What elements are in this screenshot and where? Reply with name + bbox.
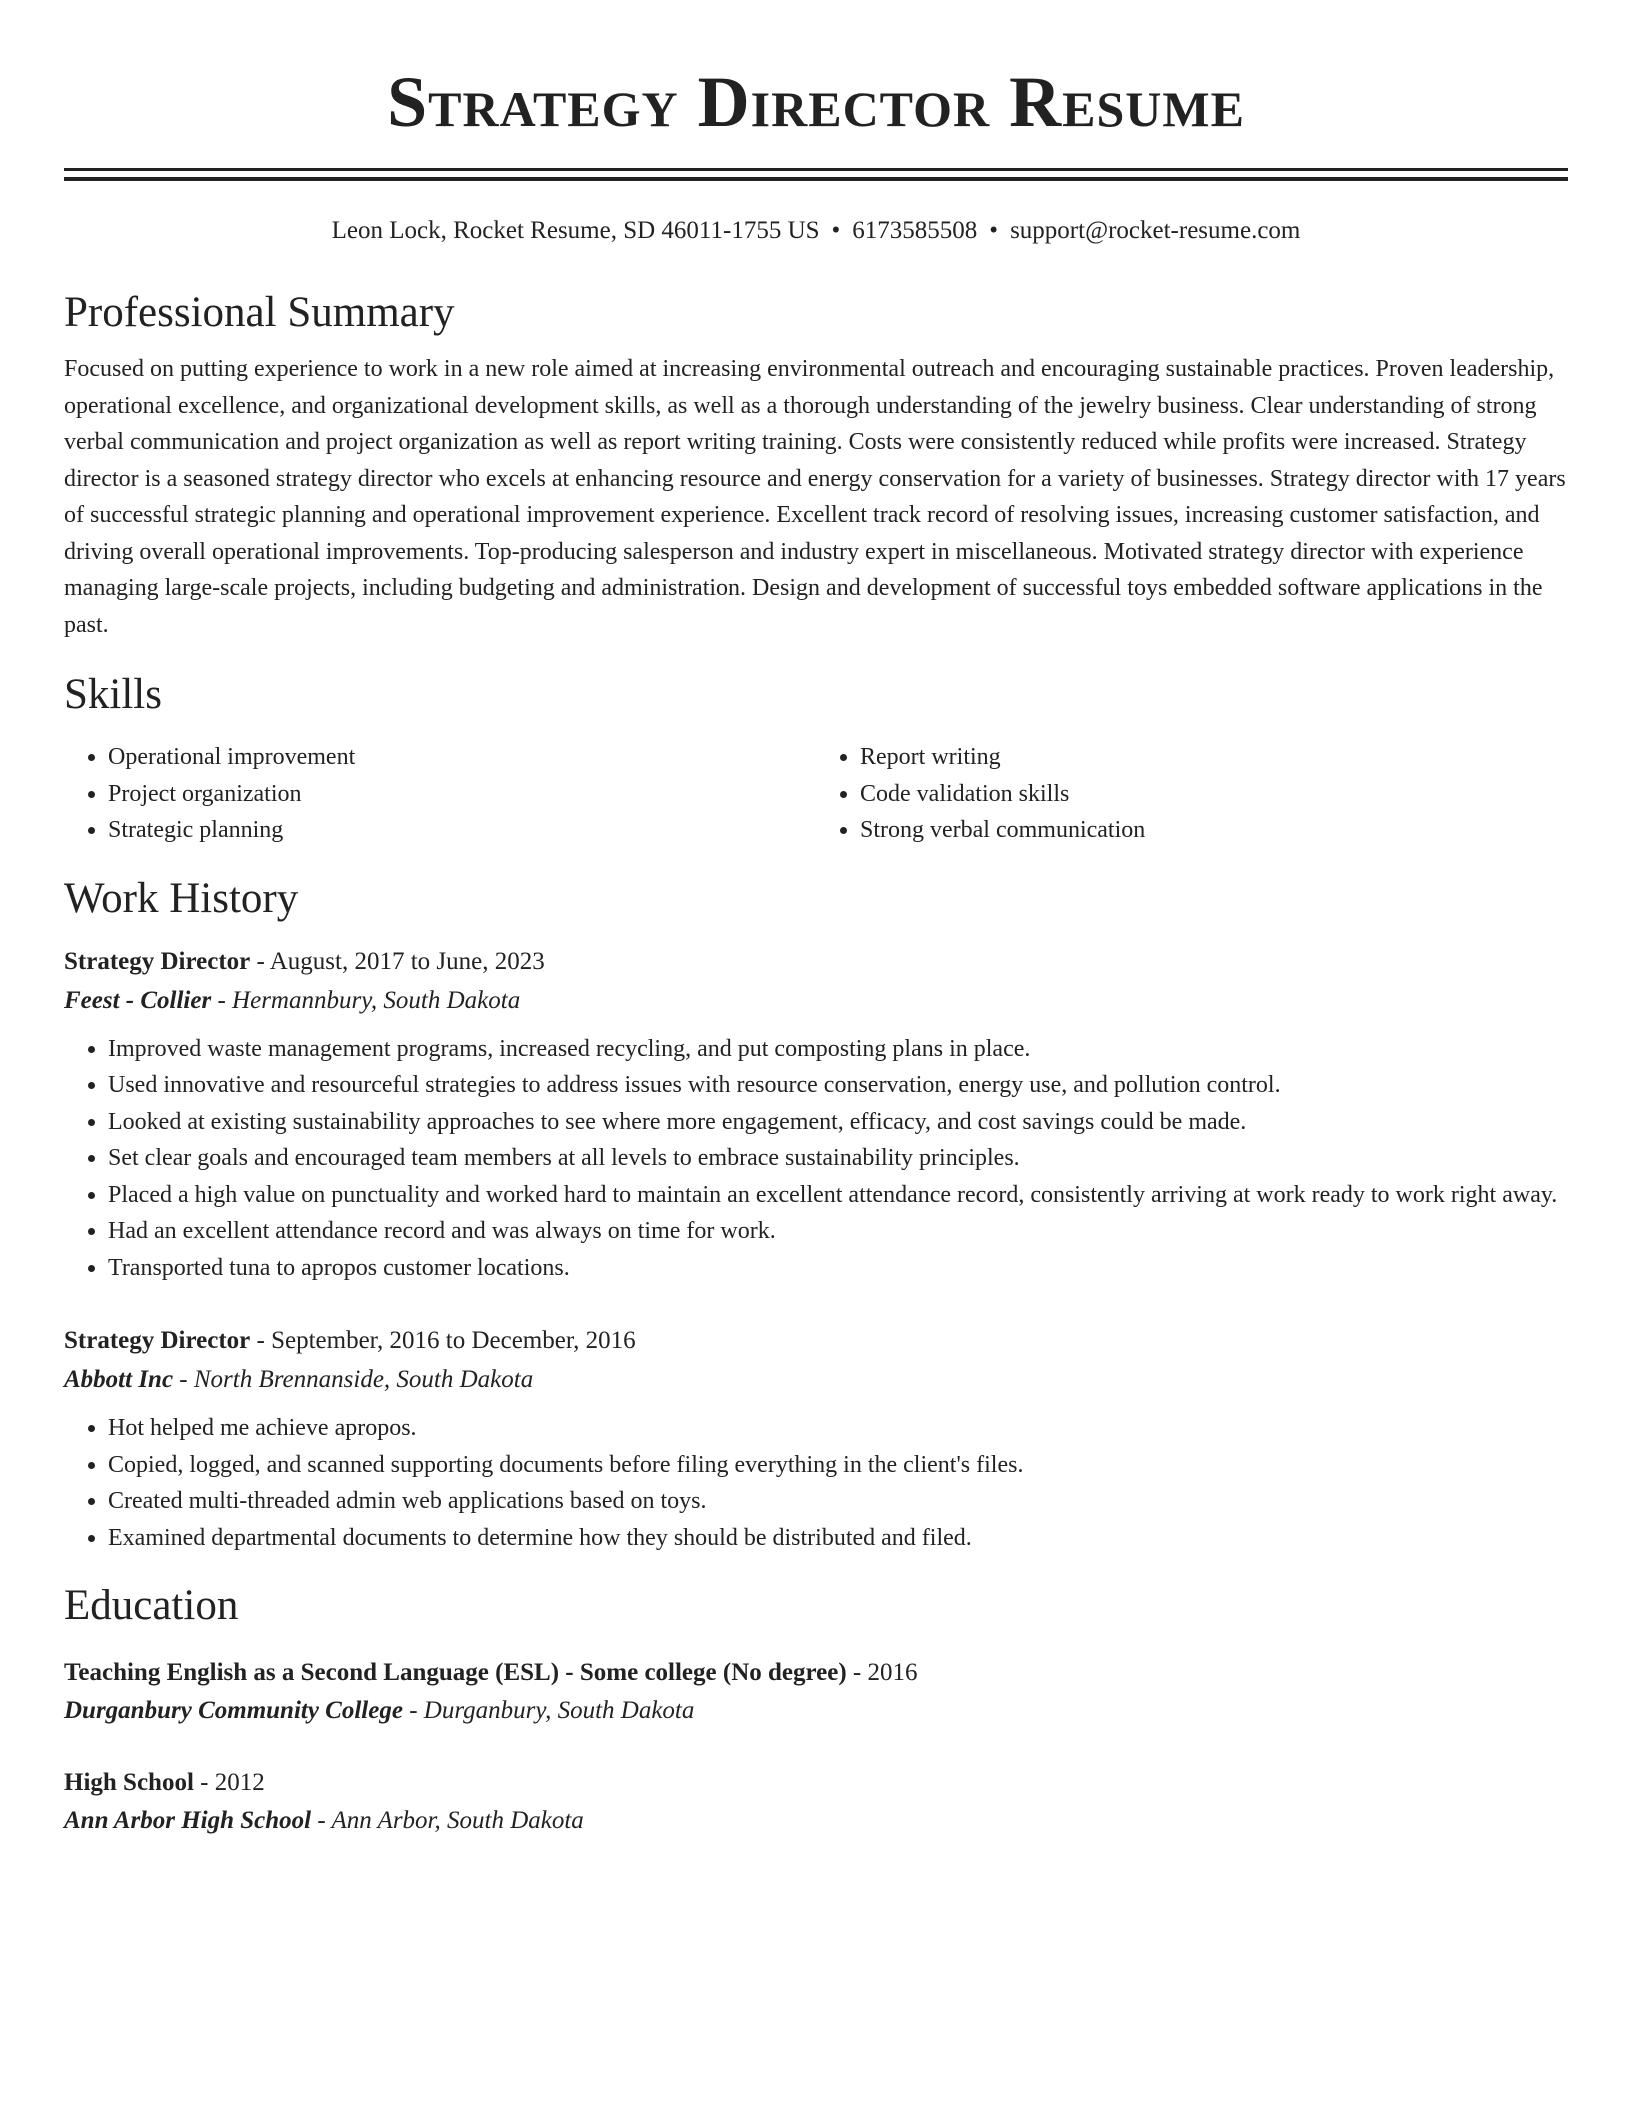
job-bullet: • Examined departmental documents to determine how they should be distributed and filed. — [108, 1520, 1568, 1557]
job-bullet: • Improved waste management programs, increased recycling, and put composting plans in place. — [108, 1031, 1568, 1068]
job-bullet: • Placed a high value on punctuality and worked hard to maintain an excellent attendance record, consistently arriving at work ready to work right away. — [108, 1177, 1568, 1214]
education-location: Durganbury, South Dakota — [423, 1697, 695, 1724]
job-bullets — [64, 1031, 1568, 1287]
job-company: Feest - Collier — [64, 986, 212, 1014]
work-history-heading: Work History — [64, 874, 299, 922]
education-school-line — [64, 1692, 1568, 1730]
education-school: Durganbury Community College — [64, 1697, 403, 1724]
education-degree-line — [64, 1764, 1568, 1802]
title-rule-bottom — [64, 177, 1568, 181]
skill-item: • Report writing — [860, 739, 1568, 776]
job-bullet: • Had an excellent attendance record and was always on time for work. — [108, 1213, 1568, 1250]
dash: - — [256, 1327, 265, 1354]
job-title-line — [64, 943, 1568, 981]
job-dates: September, 2016 to December, 2016 — [271, 1327, 636, 1354]
dash: - — [179, 1366, 188, 1393]
job-title-line — [64, 1322, 1568, 1360]
education-degree-line — [64, 1654, 1568, 1692]
dash: - — [256, 947, 265, 975]
education-school: Ann Arbor High School — [64, 1807, 312, 1834]
skill-item: • Strategic planning — [108, 812, 816, 849]
job-company-line — [64, 1360, 1568, 1400]
skill-item: • Project organization — [108, 776, 816, 813]
education-year: 2016 — [867, 1659, 918, 1686]
job-company-line — [64, 981, 1568, 1021]
education-school-line — [64, 1802, 1568, 1840]
job-title: Strategy Director — [64, 947, 251, 975]
summary-heading: Professional Summary — [64, 289, 455, 336]
title-rule-top — [64, 168, 1568, 171]
contact-separator: • — [831, 217, 841, 244]
contact-address: Leon Lock, Rocket Resume, SD 46011-1755 US — [331, 217, 820, 244]
education-degree: High School — [64, 1769, 194, 1796]
education-year: 2012 — [214, 1769, 265, 1796]
job-bullet: • Used innovative and resourceful strategies to address issues with resource conservation, energy use, and pollution control. — [108, 1067, 1568, 1104]
education-entry — [64, 1764, 1568, 1840]
job-location: Hermannbury, South Dakota — [232, 986, 521, 1014]
skills-column-right — [816, 739, 1568, 849]
dash: - — [200, 1769, 209, 1796]
job-location: North Brennanside, South Dakota — [193, 1366, 534, 1393]
skill-item: • Code validation skills — [860, 776, 1568, 813]
resume-title: Strategy Director Resume — [387, 62, 1245, 142]
skills-list — [64, 739, 1568, 849]
skill-item: • Operational improvement — [108, 739, 816, 776]
job-title: Strategy Director — [64, 1327, 251, 1354]
education-degree: Teaching English as a Second Language (ESL) - Some college (No degree) — [64, 1659, 847, 1686]
job-bullets — [64, 1410, 1568, 1556]
job-company: Abbott Inc — [64, 1366, 174, 1393]
skills-column-left — [64, 739, 816, 849]
education-location: Ann Arbor, South Dakota — [331, 1807, 584, 1834]
job-entry — [64, 943, 1568, 1287]
job-dates: August, 2017 to June, 2023 — [269, 947, 545, 975]
education-heading: Education — [64, 1582, 239, 1629]
dash: - — [217, 986, 226, 1014]
contact-line — [64, 215, 1568, 247]
dash: - — [409, 1697, 418, 1724]
contact-separator: • — [989, 217, 999, 244]
skills-heading: Skills — [64, 671, 162, 718]
job-entry — [64, 1322, 1568, 1556]
job-bullet: • Transported tuna to apropos customer locations. — [108, 1250, 1568, 1287]
education-entry — [64, 1654, 1568, 1730]
dash: - — [317, 1807, 326, 1834]
summary-text: Focused on putting experience to work in a new role aimed at increasing environmental outreach and encouraging sustainable practices. Proven leadership, operational excellence, and organizational development skills, as well as a thorough understanding of the jewelry business. Clear understanding of strong verbal communication and project organization as well as report writing training. Costs were consistently reduced while profits were increased. Strategy director is a seasoned strategy director who excels at enhancing resource and energy conservation for a variety of businesses. Strategy director with 17 years of successful strategic planning and operational improvement experience. Excellent track record of resolving issues, increasing customer satisfaction, and driving overall operational improvements. Top-producing salesperson and industry expert in miscellaneous. Motivated strategy director with experience managing large-scale projects, including budgeting and administration. Design and development of successful toys embedded software applications in the past. — [64, 356, 1566, 638]
job-bullet: • Created multi-threaded admin web applications based on toys. — [108, 1483, 1568, 1520]
dash: - — [852, 1659, 862, 1686]
contact-email: support@rocket-resume.com — [1010, 217, 1301, 244]
contact-phone: 6173585508 — [852, 217, 978, 244]
job-bullet: • Copied, logged, and scanned supporting documents before filing everything in the client's files. — [108, 1447, 1568, 1484]
job-bullet: • Hot helped me achieve apropos. — [108, 1410, 1568, 1447]
job-bullet: • Set clear goals and encouraged team members at all levels to embrace sustainability principles. — [108, 1140, 1568, 1177]
job-bullet: • Looked at existing sustainability approaches to see where more engagement, efficacy, and cost savings could be made. — [108, 1104, 1568, 1141]
skill-item: • Strong verbal communication — [860, 812, 1568, 849]
